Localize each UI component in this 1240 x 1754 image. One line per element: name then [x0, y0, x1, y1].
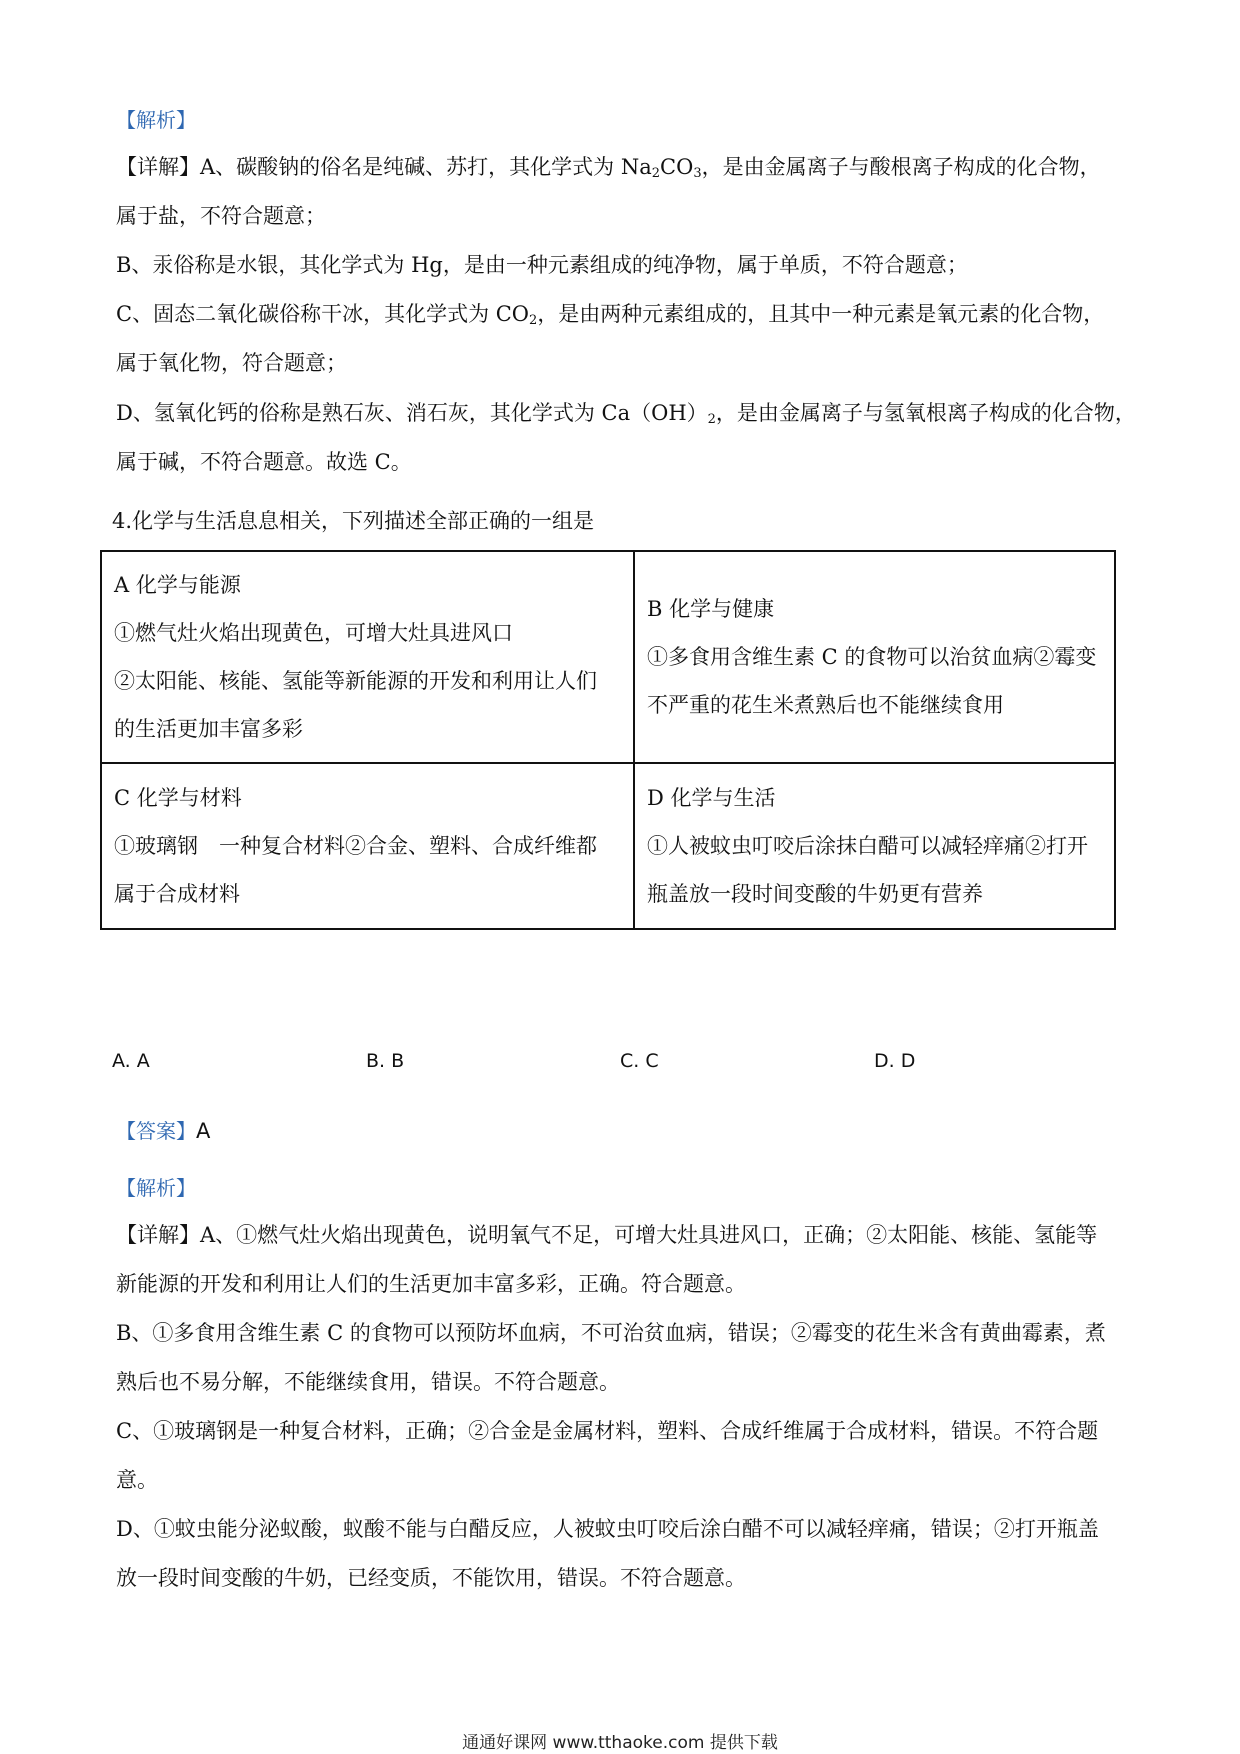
cell-c: C 化学与材料 ①玻璃钢 一种复合材料②合金、塑料、合成纤维都 属于合成材料: [101, 763, 634, 929]
text-line: D、氢氧化钙的俗称是熟石灰、消石灰，其化学式为 $Ca(OH)_2$，是由金属离子与氢氧根离子构成的化合物，: [116, 401, 1136, 427]
text-line: B、①多食用含维生素 C 的食物可以预防坏血病，不可治贫血病，错误；②霉变的花生米含有黄曲霉素，煮: [116, 1321, 1106, 1345]
analysis-tag: 【解析】: [116, 108, 196, 132]
cell-title: B 化学与健康: [647, 597, 775, 621]
analysis-option-d: [116, 1505, 1140, 1603]
table-row: [101, 551, 1115, 763]
text-line: 属于盐，不符合题意；: [116, 204, 326, 228]
text-line: 意。: [116, 1468, 158, 1492]
cell-title: D 化学与生活: [647, 786, 776, 810]
analysis-option-a: [116, 1211, 1140, 1309]
answer-line: [116, 1107, 1140, 1156]
prev-analysis-tag-line: [116, 96, 1140, 145]
analysis-tag-line: [116, 1164, 1140, 1213]
cell-b: B 化学与健康 ①多食用含维生素 C 的食物可以治贫血病②霉变 不严重的花生米煮熟后也不能继续食用: [634, 551, 1115, 763]
analysis-option-b: [116, 1309, 1140, 1407]
prev-analysis-option-b: [116, 241, 1140, 290]
answer-options: [112, 1050, 1112, 1086]
cell-title: A 化学与能源: [114, 573, 241, 597]
detail-tag: 【详解】: [116, 155, 200, 179]
text-line: 【详解】A、①燃气灶火焰出现黄色，说明氧气不足，可增大灶具进风口，正确；②太阳能、核能、氢能等: [116, 1223, 1098, 1247]
cell-a: A 化学与能源 ①燃气灶火焰出现黄色，可增大灶具进风口 ②太阳能、核能、氢能等新能源的开发和利用让人们 的生活更加丰富多彩: [101, 551, 634, 763]
option-d[interactable]: D. D: [874, 1050, 916, 1072]
text-line: B、汞俗称是水银，其化学式为 Hg，是由一种元素组成的纯净物，属于单质，不符合题意；: [116, 253, 968, 277]
prev-analysis-option-d: [116, 389, 1140, 487]
answer-value: A: [196, 1119, 211, 1143]
option-a[interactable]: A. A: [112, 1050, 150, 1072]
text-line: 属于碱，不符合题意。故选 C。: [116, 450, 412, 474]
text-line: 放一段时间变酸的牛奶，已经变质，不能饮用，错误。不符合题意。: [116, 1566, 746, 1590]
cell-title: C 化学与材料: [114, 786, 242, 810]
text-line: 熟后也不易分解，不能继续食用，错误。不符合题意。: [116, 1370, 620, 1394]
text-line: C、①玻璃钢是一种复合材料，正确；②合金是金属材料，塑料、合成纤维属于合成材料，错误。不符合题: [116, 1419, 1099, 1443]
text-line: D、①蚊虫能分泌蚁酸，蚁酸不能与白醋反应，人被蚊虫叮咬后涂白醋不可以减轻痒痛，错误；②打开瓶盖: [116, 1517, 1099, 1541]
question-table: [100, 550, 1116, 930]
table-row: [101, 763, 1115, 929]
text-line: C、固态二氧化碳俗称干冰，其化学式为 $CO_2$，是由两种元素组成的，且其中一种元素是氧元素的化合物，: [116, 302, 1105, 328]
analysis-tag: 【解析】: [116, 1176, 196, 1200]
cell-d: D 化学与生活 ①人被蚊虫叮咬后涂抹白醋可以减轻痒痛②打开 瓶盖放一段时间变酸的牛奶更有营养: [634, 763, 1115, 929]
detail-tag: 【详解】: [116, 1223, 200, 1247]
text-line: 属于氧化物，符合题意；: [116, 351, 347, 375]
analysis-option-c: [116, 1407, 1140, 1505]
prev-analysis-option-c: [116, 290, 1140, 388]
text-line: 【详解】A、碳酸钠的俗名是纯碱、苏打，其化学式为 $Na_2CO_3$，是由金属离子与酸根离子构成的化合物，: [116, 155, 1101, 181]
page-footer: 通通好课网 www.tthaoke.com 提供下载: [462, 1733, 778, 1753]
text-line: 新能源的开发和利用让人们的生活更加丰富多彩，正确。符合题意。: [116, 1272, 746, 1296]
option-c[interactable]: C. C: [620, 1050, 659, 1072]
option-b[interactable]: B. B: [366, 1050, 405, 1072]
answer-tag: 【答案】: [116, 1119, 196, 1143]
prev-analysis-option-a: [116, 143, 1140, 241]
question-stem: 4.化学与生活息息相关，下列描述全部正确的一组是: [112, 509, 595, 533]
